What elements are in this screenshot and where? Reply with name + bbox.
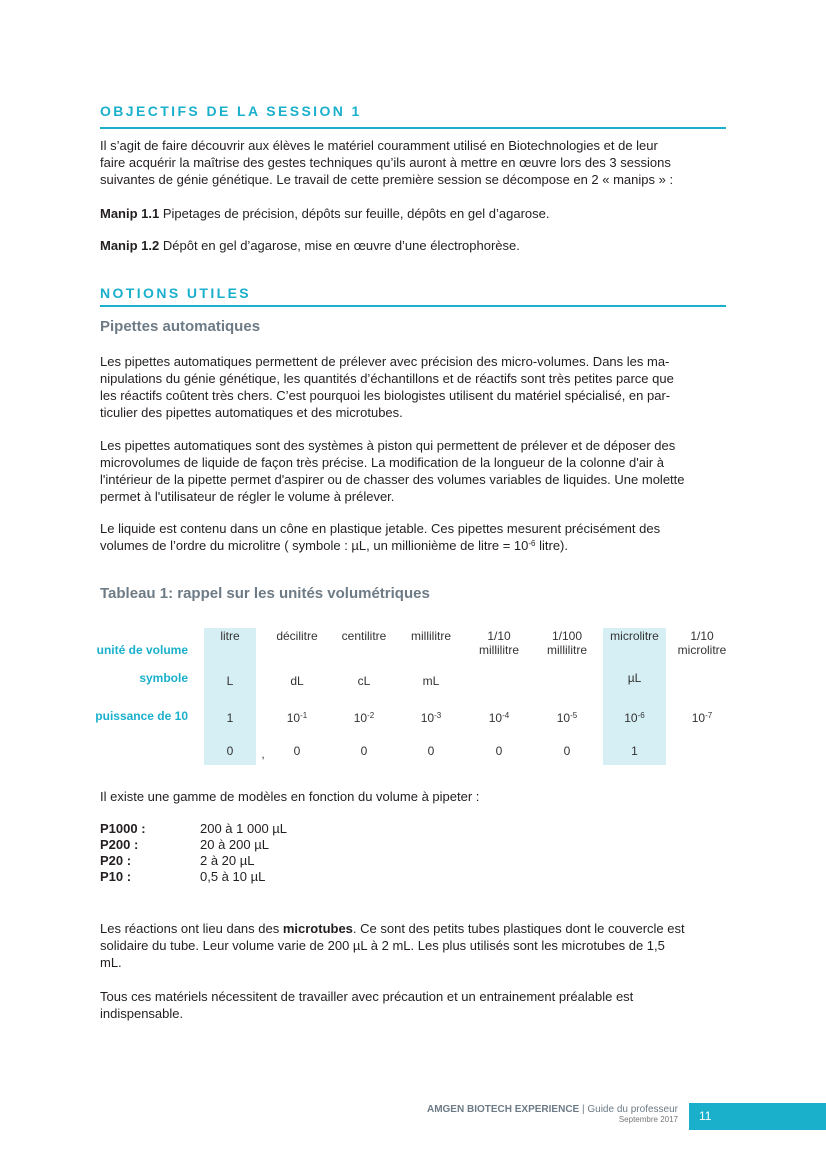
text-line: nipulations du génie génétique, les quantités d’échantillons et de réactifs sont très petites parce que — [100, 371, 674, 386]
exponent: -6 — [528, 539, 536, 548]
section-title-objectifs: OBJECTIFS DE LA SESSION 1 — [100, 103, 362, 119]
unit-symbol-cell: dL — [290, 674, 304, 688]
objectives-paragraph — [100, 137, 728, 188]
text-line: suivantes de génie génétique. Le travail de cette première session se décompose en 2 « manips » : — [100, 172, 674, 187]
unit-symbol-cell: cL — [357, 674, 371, 688]
closing-paragraph — [100, 988, 728, 1022]
unit-power-cell: 1 — [226, 711, 234, 725]
text-line: faire acquérir la maîtrise des gestes techniques qu’ils auront à mettre en œuvre lors des 3 sessions — [100, 155, 671, 170]
pipettes-paragraph-3 — [100, 520, 728, 554]
unit-digit-cell: 0 — [293, 744, 301, 758]
text-line: Il s’agit de faire découvrir aux élèves le matériel couramment utilisé en Biotechnologies et de leur — [100, 138, 658, 153]
footer-guide: Guide du professeur — [587, 1104, 678, 1115]
list-item: P200 : 20 à 200 µL — [100, 837, 269, 852]
manip-label: Manip 1.1 — [100, 206, 160, 221]
pipettes-paragraph-2 — [100, 437, 728, 505]
section-title-notions: NOTIONS UTILES — [100, 285, 252, 301]
unit-name-cell: décilitre — [276, 629, 318, 643]
unit-power-cell: $10^{-3}$ — [420, 711, 442, 725]
models-intro: Il existe une gamme de modèles en fonction du volume à pipeter : — [100, 789, 480, 804]
manip-1-1 — [100, 205, 728, 222]
row-label-symbol: symbole — [139, 671, 188, 685]
text-line: les réactifs coûtent très chers. C’est pourquoi les biologistes utilisent du matériel spécialisé, en par- — [100, 388, 671, 403]
text-line: ticulier des pipettes automatiques et des microtubes. — [100, 405, 403, 420]
unit-name-cell: millilitre — [411, 629, 451, 643]
microtubes-paragraph — [100, 920, 728, 971]
unit-name-cell: 1/100 millilitre — [547, 629, 587, 657]
unit-name-cell: 1/10 microlitre — [677, 629, 727, 657]
text-line: Les pipettes automatiques sont des systèmes à piston qui permettent de prélever et de déposer des — [100, 438, 676, 453]
unit-symbol-cell: mL — [422, 674, 440, 688]
list-item: P1000 : 200 à 1 000 µL — [100, 821, 288, 836]
unit-name-cell: litre — [220, 629, 240, 643]
row-label-unit: unité de volume — [96, 643, 188, 657]
unit-digit-cell: 0 — [226, 744, 234, 758]
footer-date: Septembre 2017 — [618, 1115, 678, 1124]
text-line: solidaire du tube. Leur volume varie de 200 µL à 2 mL. Les plus utilisés sont les microtubes de 1,5 — [100, 938, 665, 953]
footer: AMGEN BIOTECH EXPERIENCE | Guide du professeur Septembre 2017 — [426, 1104, 678, 1124]
text-line: indispensable. — [100, 1006, 184, 1021]
unit-name-cell: 1/10 millilitre — [479, 629, 519, 657]
models-list — [100, 821, 287, 885]
text-line: microvolumes de liquide de façon très précise. La modification de la longueur de la colonne d'air à — [100, 455, 664, 470]
text-line: Les pipettes automatiques permettent de prélever avec précision des micro-volumes. Dans les ma- — [100, 354, 670, 369]
table-title: Tableau 1: rappel sur les unités volumétriques — [100, 585, 430, 602]
text-line: Tous ces matériels nécessitent de travailler avec précaution et un entrainement préalable est — [100, 989, 634, 1004]
text-line: mL. — [100, 955, 122, 970]
unit-digit-cell: 1 — [631, 744, 638, 758]
unit-digit-cell: 0 — [360, 744, 368, 758]
manip-1-2 — [100, 237, 728, 254]
unit-power-cell: $10^{-1}$ — [286, 711, 308, 725]
list-item: P20 : 2 à 20 µL — [100, 853, 255, 868]
row-label-power: puissance de 10 — [95, 709, 188, 723]
manip-text: Dépôt en gel d’agarose, mise en œuvre d’une électrophorèse. — [159, 238, 520, 253]
unit-digit-cell: 0 — [495, 744, 503, 758]
unit-digit-cell: 0 — [563, 744, 571, 758]
subtitle-pipettes: Pipettes automatiques — [100, 318, 261, 335]
manip-label: Manip 1.2 — [100, 238, 160, 253]
text-line: Les réactions ont lieu dans des microtubes. Ce sont des petits tubes plastiques dont le couvercle est — [100, 921, 685, 936]
decimal-comma: , — [261, 747, 265, 761]
page-number: 11 — [689, 1103, 826, 1130]
list-item: P10 : 0,5 à 10 µL — [100, 869, 266, 884]
unit-name-cell: microlitre — [610, 629, 659, 643]
unit-symbol-cell: µL — [627, 671, 642, 685]
unit-power-cell: $10^{-7}$ — [691, 711, 713, 725]
manip-text: Pipetages de précision, dépôts sur feuille, dépôts en gel d’agarose. — [159, 206, 550, 221]
footer-brand: AMGEN BIOTECH EXPERIENCE — [426, 1104, 580, 1115]
text-line: l'intérieur de la pipette permet d'aspirer ou de chasser des volumes variables de liquides. Une molette — [100, 472, 685, 487]
unit-symbol-cell: L — [226, 674, 234, 688]
unit-power-cell: $10^{-5}$ — [556, 711, 578, 725]
text-line: volumes de l’ordre du microlitre ( symbole : µL, un millionième de litre = $10^{-6}$ litre). — [100, 538, 568, 553]
section-divider — [100, 305, 726, 307]
unit-power-cell: $10^{-6}$ — [624, 711, 645, 725]
text-line: Le liquide est contenu dans un cône en plastique jetable. Ces pipettes mesurent précisément des — [100, 521, 661, 536]
unit-power-cell: $10^{-2}$ — [353, 711, 375, 725]
unit-name-cell: centilitre — [341, 629, 387, 643]
section-divider — [100, 127, 726, 129]
unit-power-cell: $10^{-4}$ — [488, 711, 510, 725]
pipettes-paragraph-1 — [100, 353, 728, 421]
text-line: permet à l'utilisateur de régler le volume à prélever. — [100, 489, 395, 504]
unit-digit-cell: 0 — [427, 744, 435, 758]
